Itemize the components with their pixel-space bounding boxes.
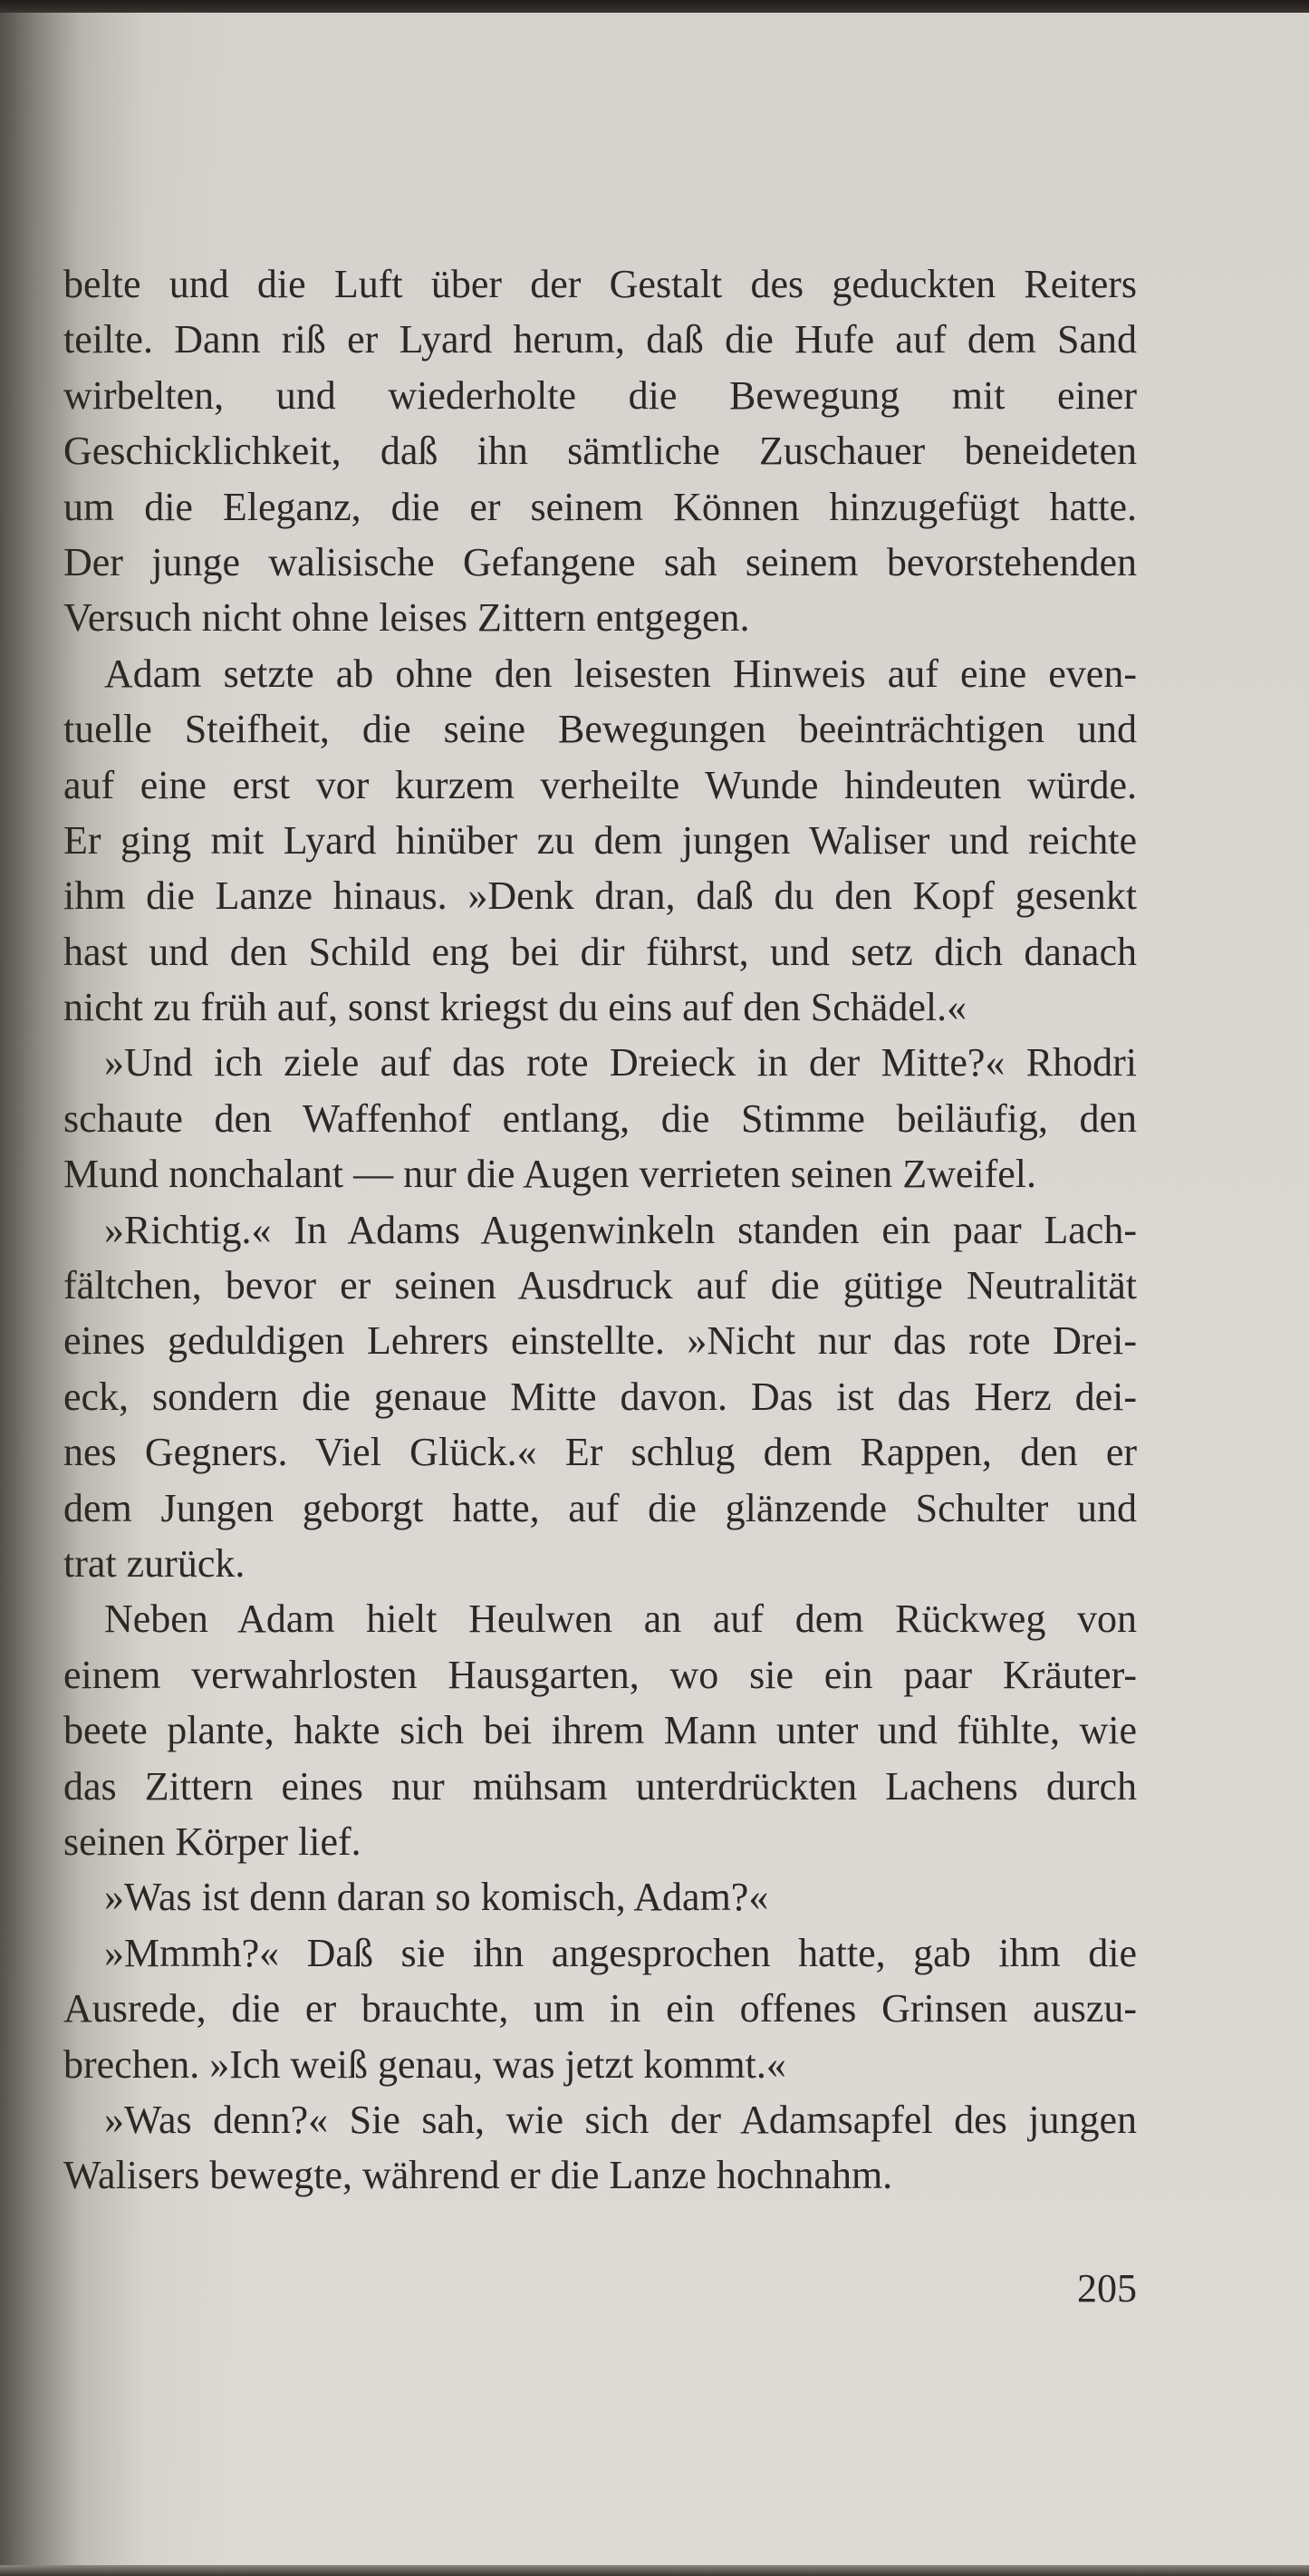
page-number: 205 bbox=[1077, 2266, 1137, 2311]
text-line: beete plante, hakte sich bei ihrem Mann unter und fühlte, wie bbox=[63, 1708, 1137, 1753]
text-line: Mund nonchalant — nur die Augen verrieten seinen Zweifel. bbox=[63, 1152, 1037, 1197]
text-line: Adam setzte ab ohne den leisesten Hinweis auf eine even- bbox=[104, 651, 1137, 696]
text-line: Walisers bewegte, während er die Lanze hochnahm. bbox=[63, 2153, 893, 2198]
text-line: schaute den Waffenhof entlang, die Stimme beiläufig, den bbox=[63, 1095, 1137, 1141]
text-line: teilte. Dann riß er Lyard herum, daß die Hufe auf dem Sand bbox=[63, 317, 1137, 362]
text-line: tuelle Steifheit, die seine Bewegungen beeinträchtigen und bbox=[63, 707, 1137, 752]
text-line: »Richtig.« In Adams Augenwinkeln standen ein paar Lach- bbox=[104, 1207, 1137, 1252]
text-line: nes Gegners. Viel Glück.« Er schlug dem Rappen, den er bbox=[63, 1430, 1137, 1475]
text-line: fältchen, bevor er seinen Ausdruck auf die gütige Neutralität bbox=[63, 1263, 1137, 1308]
text-line: Geschicklichkeit, daß ihn sämtliche Zuschauer beneideten bbox=[63, 429, 1137, 474]
text-line: eck, sondern die genaue Mitte davon. Das ist das Herz dei- bbox=[63, 1374, 1137, 1419]
text-line: belte und die Luft über der Gestalt des geduckten Reiters bbox=[63, 262, 1137, 306]
text-line: eines geduldigen Lehrers einstellte. »Nicht nur das rote Drei- bbox=[63, 1318, 1137, 1364]
text-line: dem Jungen geborgt hatte, auf die glänzende Schulter und bbox=[63, 1485, 1137, 1530]
text-line: einem verwahrlosten Hausgarten, wo sie ein paar Kräuter- bbox=[63, 1652, 1137, 1697]
text-line: »Mmmh?« Daß sie ihn angesprochen hatte, gab ihm die bbox=[104, 1930, 1137, 1975]
text-line: Ausrede, die er brauchte, um in ein offenes Grinsen auszu- bbox=[63, 1986, 1137, 2031]
text-line: Versuch nicht ohne leises Zittern entgegen. bbox=[63, 595, 750, 641]
text-line: das Zittern eines nur mühsam unterdrückten Lachens durch bbox=[63, 1763, 1137, 1809]
text-line: Neben Adam hielt Heulwen an auf dem Rückweg von bbox=[104, 1597, 1137, 1642]
body-text bbox=[63, 256, 1137, 2204]
text-line: hast und den Schild eng bei dir führst, und setz dich danach bbox=[63, 929, 1137, 974]
text-line: seinen Körper lief. bbox=[63, 1819, 361, 1864]
text-line: auf eine erst vor kurzem verheilte Wunde hindeuten würde. bbox=[63, 762, 1137, 807]
text-line: um die Eleganz, die er seinem Können hinzugefügt hatte. bbox=[63, 484, 1137, 529]
text-line: ihm die Lanze hinaus. »Denk dran, daß du den Kopf gesenkt bbox=[63, 873, 1137, 919]
text-line: Der junge walisische Gefangene sah seinem bevorstehenden bbox=[63, 539, 1137, 584]
page-top-edge bbox=[0, 0, 1309, 13]
page-bottom-edge bbox=[0, 2565, 1309, 2576]
text-line: »Und ich ziele auf das rote Dreieck in der Mitte?« Rhodri bbox=[104, 1040, 1137, 1085]
text-line: wirbelten, und wiederholte die Bewegung mit einer bbox=[63, 372, 1137, 418]
text-line: brechen. »Ich weiß genau, was jetzt kommt.« bbox=[63, 2041, 786, 2087]
text-line: trat zurück. bbox=[63, 1540, 245, 1586]
text-line: »Was denn?« Sie sah, wie sich der Adamsapfel des jungen bbox=[104, 2097, 1137, 2142]
text-line: Er ging mit Lyard hinüber zu dem jungen Waliser und reichte bbox=[63, 817, 1137, 863]
text-line: »Was ist denn daran so komisch, Adam?« bbox=[104, 1875, 769, 1920]
text-line: nicht zu früh auf, sonst kriegst du eins auf den Schädel.« bbox=[63, 985, 967, 1030]
